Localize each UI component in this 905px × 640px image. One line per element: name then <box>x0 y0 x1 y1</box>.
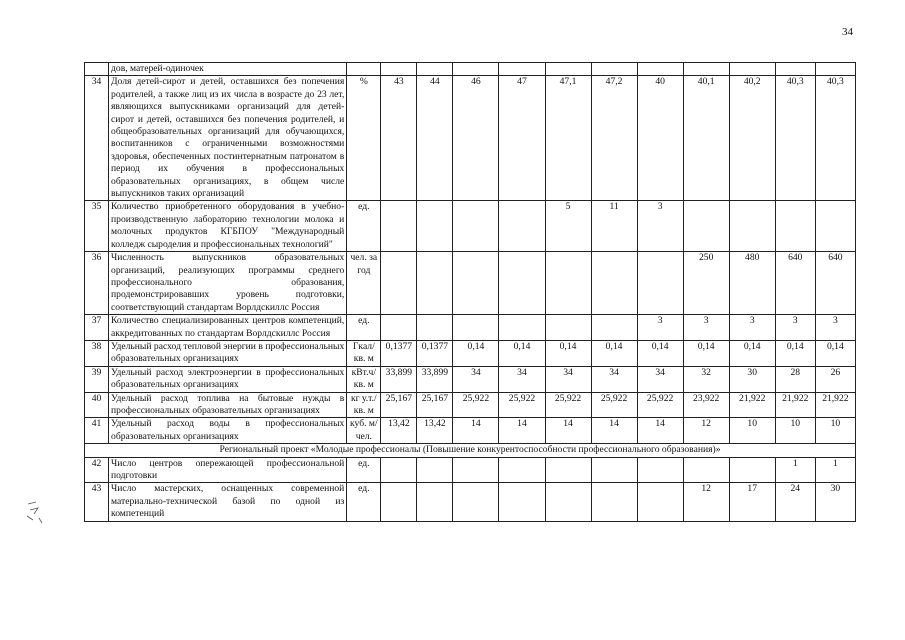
table-row <box>85 418 856 444</box>
indicator-value: 25,167 <box>417 392 453 418</box>
indicator-value: 40,3 <box>815 76 855 201</box>
section-title: Региональный проект «Молодые профессионалы (Повышение конкурентоспособности профессионального образования)» <box>85 444 856 457</box>
indicator-value: 11 <box>591 201 637 252</box>
unit-of-measure: ед. <box>347 315 381 341</box>
unit-of-measure: ед. <box>347 483 381 521</box>
indicator-value: 12 <box>683 483 729 521</box>
indicator-name: Количество специализированных центров компетенций, аккредитованных по стандартам Ворлдскиллс Россия <box>109 315 347 341</box>
indicator-value <box>499 315 545 341</box>
indicator-value: 0,1377 <box>381 340 417 366</box>
indicator-value: 24 <box>775 483 815 521</box>
row-number: 43 <box>85 483 109 521</box>
indicator-value: 47,1 <box>545 76 591 201</box>
table-row <box>85 63 856 76</box>
indicator-value: 14 <box>591 418 637 444</box>
indicator-name: Удельный расход воды в профессиональных образовательных организациях <box>109 418 347 444</box>
indicator-value: 40,3 <box>775 76 815 201</box>
indicator-value: 0,14 <box>499 340 545 366</box>
indicator-value: 25,922 <box>453 392 499 418</box>
unit-of-measure: Гкал/кв. м <box>347 340 381 366</box>
indicator-value: 14 <box>545 418 591 444</box>
indicator-value <box>417 252 453 315</box>
indicator-value <box>499 252 545 315</box>
indicator-value <box>683 457 729 483</box>
indicator-value: 0,14 <box>453 340 499 366</box>
indicator-value <box>775 63 815 76</box>
indicator-name: Количество приобретенного оборудования в учебно-производственную лабораторию технологии молока и молочных продуктов КГБПОУ "Международный колледж сыроделия и профессиональных технологий" <box>109 201 347 252</box>
row-number: 34 <box>85 76 109 201</box>
indicator-value: 0,14 <box>775 340 815 366</box>
indicator-value: 480 <box>729 252 775 315</box>
indicator-value: 10 <box>729 418 775 444</box>
indicator-value <box>545 63 591 76</box>
indicator-value: 0,14 <box>591 340 637 366</box>
indicator-name: Доля детей-сирот и детей, оставшихся без попечения родителей, а также лиц из их числа в возрасте до 23 лет, являющихся выпускниками организаций для детей-сирот и детей, оставшихся без попечения родителей, и общеобразовательных организаций для обучающихся, воспитанников с ограниченными возможностями здоровья, обеспеченных постинтернатным патронатом в период их обучения в профессиональных образовательных организациях, в общем числе выпускников таких организаций <box>109 76 347 201</box>
indicator-name: Удельный расход тепловой энергии в профессиональных образовательных организациях <box>109 340 347 366</box>
indicator-value: 40,1 <box>683 76 729 201</box>
row-number: 36 <box>85 252 109 315</box>
table-row <box>85 315 856 341</box>
indicator-value <box>815 201 855 252</box>
indicator-value: 13,42 <box>381 418 417 444</box>
indicators-table <box>84 62 856 522</box>
indicator-value <box>381 252 417 315</box>
table-row <box>85 366 856 392</box>
indicator-value <box>417 483 453 521</box>
indicator-value: 26 <box>815 366 855 392</box>
indicator-value <box>815 63 855 76</box>
indicator-value: 33,899 <box>417 366 453 392</box>
indicator-value: 3 <box>637 201 683 252</box>
indicator-value: 640 <box>815 252 855 315</box>
indicator-value: 46 <box>453 76 499 201</box>
indicator-value: 0,14 <box>637 340 683 366</box>
indicator-value <box>453 201 499 252</box>
indicator-value: 0,14 <box>815 340 855 366</box>
indicator-value: 25,167 <box>381 392 417 418</box>
indicator-value <box>545 252 591 315</box>
row-number: 37 <box>85 315 109 341</box>
indicator-value: 21,922 <box>775 392 815 418</box>
indicator-value: 3 <box>815 315 855 341</box>
indicator-value <box>381 483 417 521</box>
indicator-value <box>637 252 683 315</box>
indicator-value: 34 <box>591 366 637 392</box>
indicator-value: 3 <box>637 315 683 341</box>
indicator-value <box>453 252 499 315</box>
indicator-value: 0,1377 <box>417 340 453 366</box>
indicator-value <box>545 315 591 341</box>
row-number: 40 <box>85 392 109 418</box>
table-row <box>85 483 856 521</box>
indicator-value <box>591 315 637 341</box>
indicator-value <box>499 201 545 252</box>
row-number: 41 <box>85 418 109 444</box>
table-row <box>85 340 856 366</box>
indicator-value <box>729 457 775 483</box>
indicator-value: 34 <box>637 366 683 392</box>
indicator-value: 0,14 <box>729 340 775 366</box>
indicator-value: 25,922 <box>545 392 591 418</box>
indicator-value: 25,922 <box>591 392 637 418</box>
indicator-value: 3 <box>683 315 729 341</box>
indicator-value: 1 <box>775 457 815 483</box>
indicator-value: 28 <box>775 366 815 392</box>
indicator-value: 21,922 <box>815 392 855 418</box>
indicator-value: 250 <box>683 252 729 315</box>
indicator-value <box>545 457 591 483</box>
indicator-value: 17 <box>729 483 775 521</box>
indicator-value: 0,14 <box>683 340 729 366</box>
indicator-value <box>729 63 775 76</box>
indicator-value <box>591 457 637 483</box>
indicator-value <box>729 201 775 252</box>
indicator-value <box>499 457 545 483</box>
section-row <box>85 444 856 457</box>
unit-of-measure: чел. за год <box>347 252 381 315</box>
indicator-value <box>499 483 545 521</box>
indicator-value: 1 <box>815 457 855 483</box>
indicator-value <box>381 63 417 76</box>
indicator-value <box>381 457 417 483</box>
indicator-value: 25,922 <box>637 392 683 418</box>
row-number: 35 <box>85 201 109 252</box>
indicator-value: 34 <box>499 366 545 392</box>
unit-of-measure: ед. <box>347 457 381 483</box>
indicator-value: 21,922 <box>729 392 775 418</box>
indicator-value: 30 <box>729 366 775 392</box>
indicator-value <box>417 63 453 76</box>
indicator-value: 5 <box>545 201 591 252</box>
indicator-value <box>637 483 683 521</box>
indicator-value: 40 <box>637 76 683 201</box>
indicator-name: Число мастерских, оснащенных современной материально-технической базой по одной из компетенций <box>109 483 347 521</box>
indicator-value: 47 <box>499 76 545 201</box>
indicator-value: 640 <box>775 252 815 315</box>
indicator-value <box>453 483 499 521</box>
table-row <box>85 457 856 483</box>
indicator-name: Численность выпускников образовательных организаций, реализующих программы среднего профессионального образования, продемонстрировавших уровень подготовки, соответствующий стандартам Ворлдскиллс Россия <box>109 252 347 315</box>
table-row <box>85 201 856 252</box>
indicator-name: Удельный расход электроэнергии в профессиональных образовательных организациях <box>109 366 347 392</box>
page-number: 34 <box>842 26 853 38</box>
indicator-name: дов, матерей-одиночек <box>109 63 347 76</box>
indicator-value <box>381 315 417 341</box>
unit-of-measure: % <box>347 76 381 201</box>
indicator-value <box>381 201 417 252</box>
indicator-value: 10 <box>815 418 855 444</box>
indicator-value <box>591 483 637 521</box>
indicator-value <box>683 201 729 252</box>
table-row <box>85 392 856 418</box>
indicator-value <box>453 457 499 483</box>
indicator-value <box>637 63 683 76</box>
indicator-value: 12 <box>683 418 729 444</box>
table-row <box>85 76 856 201</box>
indicator-value: 34 <box>545 366 591 392</box>
indicator-name: Число центров опережающей профессиональной подготовки <box>109 457 347 483</box>
row-number <box>85 63 109 76</box>
indicator-value <box>417 201 453 252</box>
scan-artifact-mark <box>24 496 46 526</box>
indicator-value: 3 <box>775 315 815 341</box>
indicator-value <box>499 63 545 76</box>
indicator-value: 3 <box>729 315 775 341</box>
indicator-value: 33,899 <box>381 366 417 392</box>
table-body <box>85 63 856 522</box>
row-number: 42 <box>85 457 109 483</box>
indicator-value <box>453 63 499 76</box>
indicator-value: 30 <box>815 483 855 521</box>
indicator-value: 25,922 <box>499 392 545 418</box>
indicator-value <box>591 252 637 315</box>
unit-of-measure: ед. <box>347 201 381 252</box>
unit-of-measure: кВт.ч/кв. м <box>347 366 381 392</box>
indicator-value: 14 <box>499 418 545 444</box>
indicator-name: Удельный расход топлива на бытовые нужды в профессиональных образовательных организациях <box>109 392 347 418</box>
indicator-value: 32 <box>683 366 729 392</box>
indicator-value <box>417 315 453 341</box>
indicator-value: 0,14 <box>545 340 591 366</box>
indicator-value <box>637 457 683 483</box>
indicator-value: 43 <box>381 76 417 201</box>
indicator-value: 40,2 <box>729 76 775 201</box>
row-number: 39 <box>85 366 109 392</box>
table-row <box>85 252 856 315</box>
unit-of-measure: кг у.т./кв. м <box>347 392 381 418</box>
indicator-value: 14 <box>637 418 683 444</box>
indicator-value: 47,2 <box>591 76 637 201</box>
indicator-value: 10 <box>775 418 815 444</box>
indicator-value: 14 <box>453 418 499 444</box>
unit-of-measure <box>347 63 381 76</box>
indicator-value: 23,922 <box>683 392 729 418</box>
indicator-value: 13,42 <box>417 418 453 444</box>
indicator-value <box>545 483 591 521</box>
indicator-value <box>417 457 453 483</box>
row-number: 38 <box>85 340 109 366</box>
unit-of-measure: куб. м/чел. <box>347 418 381 444</box>
indicator-value <box>591 63 637 76</box>
indicator-value: 34 <box>453 366 499 392</box>
indicator-value: 44 <box>417 76 453 201</box>
indicator-value <box>453 315 499 341</box>
indicator-value <box>683 63 729 76</box>
indicator-value <box>775 201 815 252</box>
